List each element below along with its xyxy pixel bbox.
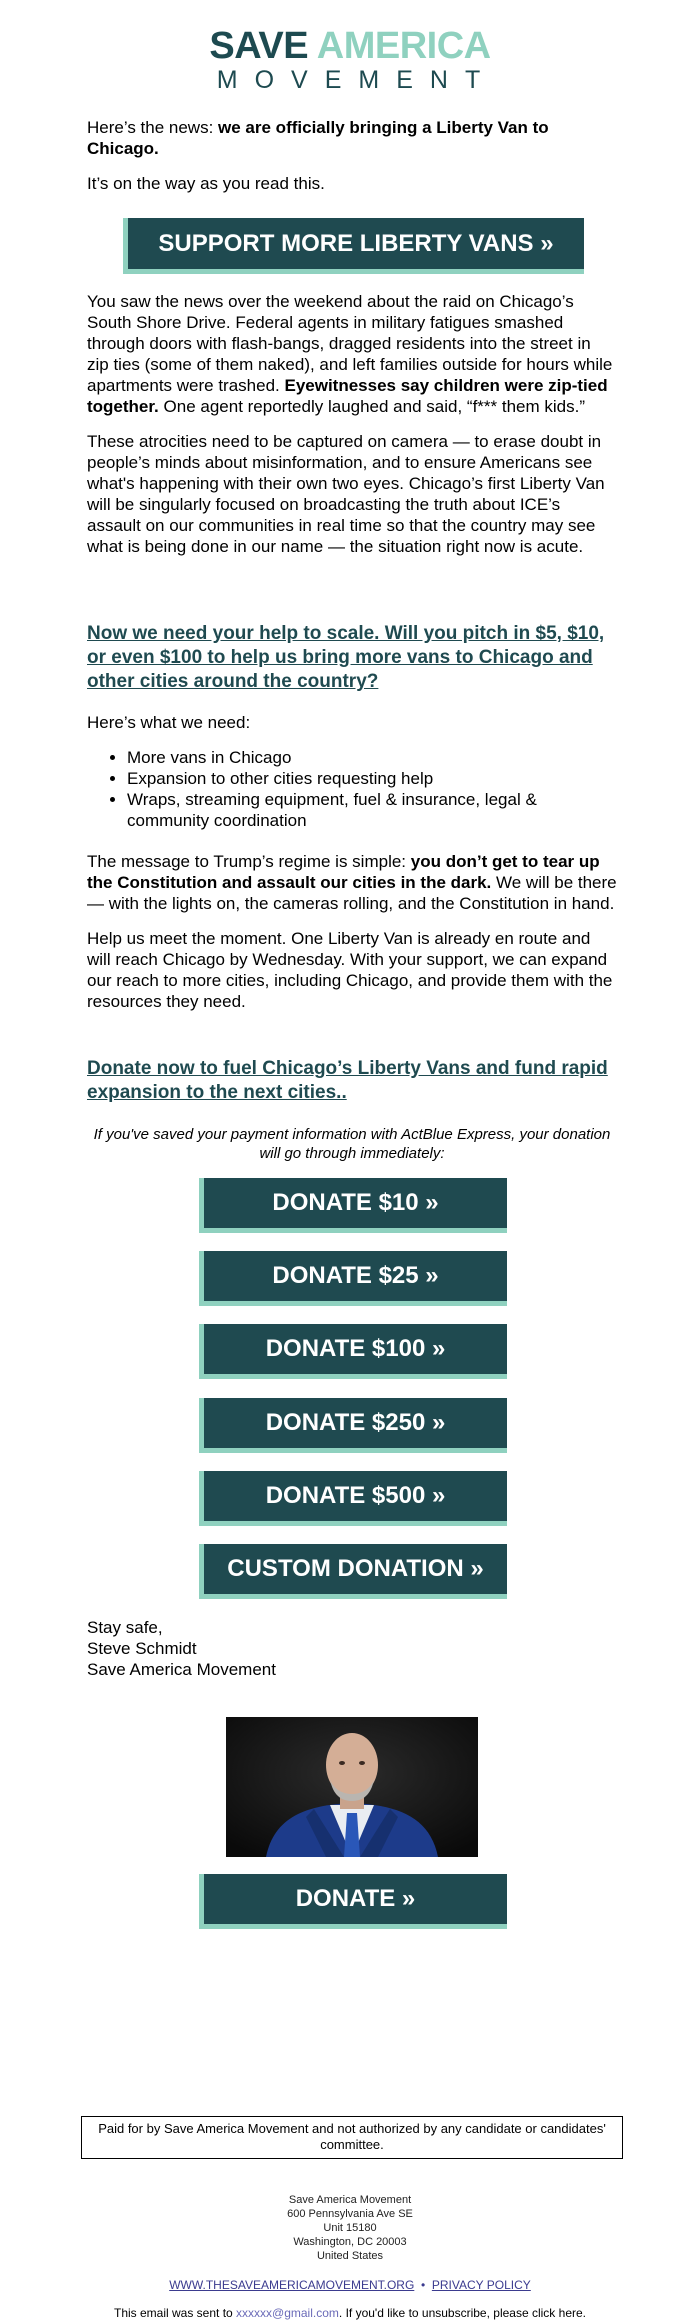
address-line: United States <box>316 2250 384 2262</box>
unsubscribe-link[interactable]: . If you'd like to unsubscribe, please click here. <box>338 2306 586 2320</box>
link-separator: • <box>420 2278 426 2292</box>
news-paragraph <box>87 117 617 159</box>
needs-list <box>87 747 617 831</box>
address-line: Save America Movement <box>288 2194 412 2206</box>
paid-for-disclaimer: Paid for by Save America Movement and not authorized by any candidate or candidates' committee. <box>81 2116 623 2159</box>
raid-bold-text: Eyewitnesses say children were zip-tied together. <box>87 376 608 416</box>
message-text-end: We will be there — with the lights on, the cameras rolling, and the Constitution in hand. <box>87 873 617 913</box>
address-line: Unit 15180 <box>323 2222 377 2234</box>
logo-save: SAVE <box>209 25 309 67</box>
website-link[interactable]: WWW.THESAVEAMERICAMOVEMENT.ORG <box>169 2278 415 2292</box>
signoff-name: Steve Schmidt <box>87 1639 197 1658</box>
actblue-note: If you've saved your payment information with ActBlue Express, your donation will go through immediately: <box>93 1126 611 1162</box>
footer-links <box>0 2278 700 2292</box>
sent-prefix: This email was sent to <box>113 2306 237 2320</box>
ask-link[interactable]: Now we need your help to scale. Will you pitch in $5, $10, or even $100 to help us bring more vans to Chicago and other cities around the country? <box>87 623 605 692</box>
steve-schmidt-photo <box>226 1717 478 1857</box>
message-text: The message to Trump’s regime is simple: <box>87 852 411 871</box>
list-item: • Wraps, streaming equipment, fuel & insurance, legal & community coordination <box>127 789 617 831</box>
donate-now-link[interactable]: Donate now to fuel Chicago’s Liberty Vans and fund rapid expansion to the next cities.. <box>87 1058 608 1103</box>
portrait-image <box>226 1717 478 1857</box>
intro-section <box>87 117 617 208</box>
donate-500-button[interactable]: DONATE $500 » <box>199 1471 507 1526</box>
ask-section <box>87 622 617 694</box>
list-item: • More vans in Chicago <box>127 747 617 768</box>
donate-100-button[interactable]: DONATE $100 » <box>199 1324 507 1379</box>
body-section-2 <box>87 851 617 1026</box>
logo-america: AMERICA <box>316 25 491 67</box>
message-paragraph <box>87 851 617 914</box>
news-prefix: Here’s the news: <box>87 118 219 137</box>
address-line: Washington, DC 20003 <box>293 2236 407 2248</box>
needs-intro: Here’s what we need: <box>87 713 251 732</box>
raid-text-end: One agent reportedly laughed and said, “f*** them kids.” <box>158 397 585 416</box>
raid-paragraph <box>87 291 617 417</box>
raid-text: You saw the news over the weekend about the raid on Chicago’s South Shore Drive. Federal agents in military fatigues smashed through doors with flash-bangs, dragged residents into the street in zip ties (some of them naked), and left families outside for hours while apartments were trashed. <box>87 292 613 395</box>
list-item: • Expansion to other cities requesting help <box>127 768 617 789</box>
donate-10-button[interactable]: DONATE $10 » <box>199 1178 507 1233</box>
signoff-line: Stay safe, <box>87 1618 163 1637</box>
donate-link-section <box>87 1057 617 1105</box>
donate-25-button[interactable]: DONATE $25 » <box>199 1251 507 1306</box>
logo-movement: MOVEMENT <box>216 66 498 94</box>
body-section-1 <box>87 291 617 571</box>
signoff-org: Save America Movement <box>87 1660 276 1679</box>
donate-250-button[interactable]: DONATE $250 » <box>199 1398 507 1453</box>
news-bold: we are officially bringing a Liberty Van to Chicago. <box>87 118 549 158</box>
custom-donation-button[interactable]: CUSTOM DONATION » <box>199 1544 507 1599</box>
meet-moment-paragraph: Help us meet the moment. One Liberty Van is already en route and will reach Chicago by Wednesday. With your support, we can expand our reach to more cities, including Chicago, and provide them with the resources they need. <box>87 929 613 1011</box>
mailing-address <box>0 2193 700 2263</box>
signoff <box>87 1617 617 1680</box>
message-bold-text: you don’t get to tear up the Constitution and assault our cities in the dark. <box>87 852 600 892</box>
on-the-way-paragraph: It’s on the way as you read this. <box>87 174 325 193</box>
atrocities-paragraph: These atrocities need to be captured on camera — to erase doubt in people’s minds about misinformation, and to ensure Americans see what's happening with their own two eyes. Chicago’s first Liberty Van will be singularly focused on broadcasting the truth about ICE’s assault on our communities in real time so that the country may see what is being done in our name — the situation right now is acute. <box>87 432 605 556</box>
recipient-email: xxxxxx@gmail.com <box>236 2306 339 2320</box>
unsubscribe-notice <box>0 2306 700 2320</box>
donate-button[interactable]: DONATE » <box>199 1874 507 1929</box>
save-america-logo <box>0 26 700 94</box>
support-liberty-vans-button[interactable]: SUPPORT MORE LIBERTY VANS » <box>123 218 584 274</box>
privacy-policy-link[interactable]: PRIVACY POLICY <box>431 2278 531 2292</box>
needs-section <box>87 712 617 831</box>
address-line: 600 Pennsylvania Ave SE <box>287 2208 413 2220</box>
